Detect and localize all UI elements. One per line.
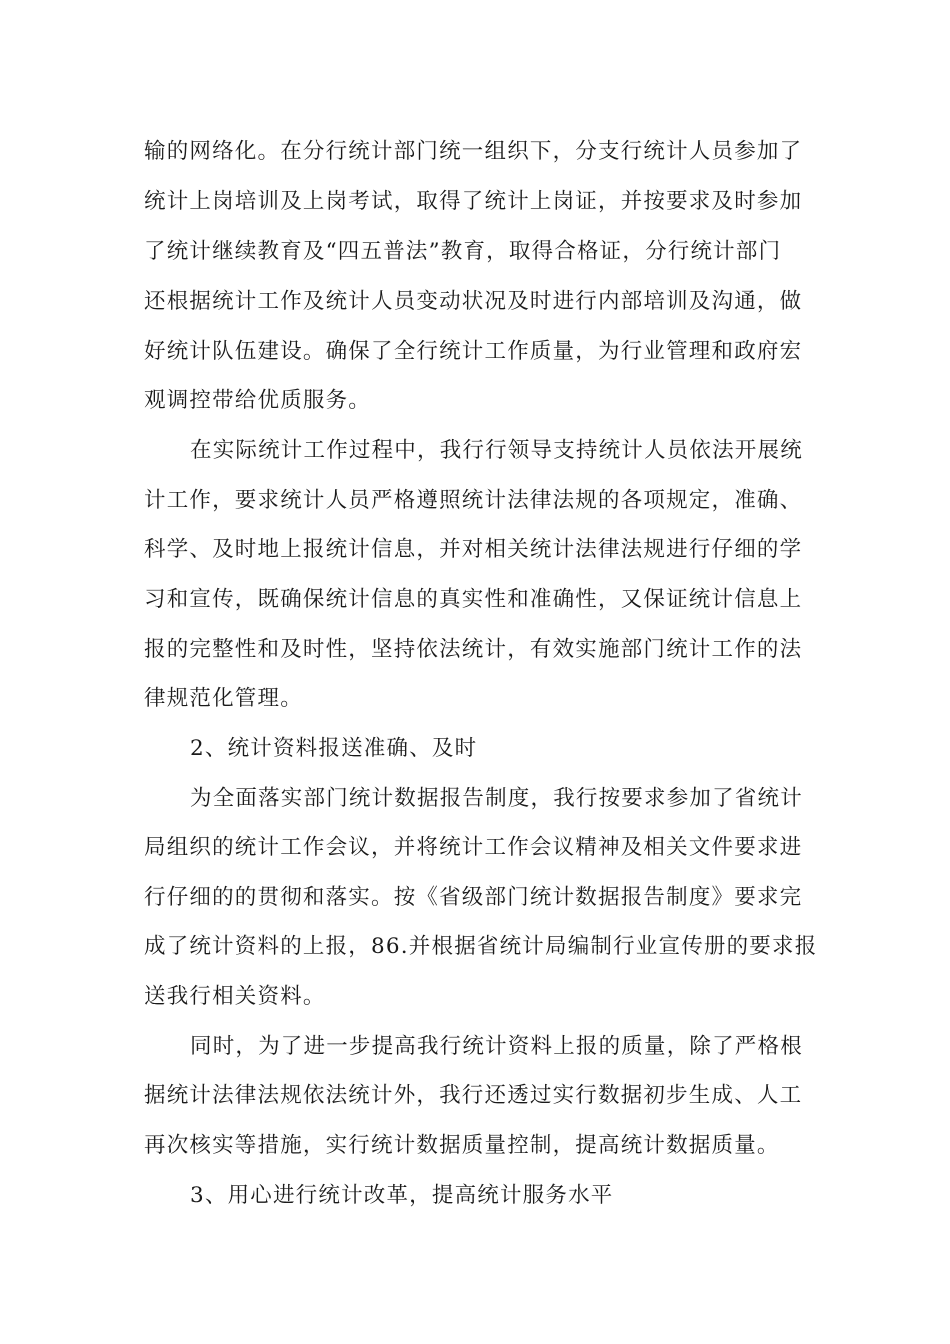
text-line: 成了统计资料的上报，86.并根据省统计局编制行业宣传册的要求报 bbox=[144, 934, 818, 959]
text-line: 习和宣传，既确保统计信息的真实性和准确性，又保证统计信息上 bbox=[144, 587, 803, 612]
text-line: 送我行相关资料。 bbox=[144, 984, 326, 1009]
section-heading: 3、用心进行统计改革，提高统计服务水平 bbox=[190, 1183, 614, 1208]
text-line: 科学、及时地上报统计信息，并对相关统计法律法规进行仔细的学 bbox=[144, 537, 803, 562]
text-line: 还根据统计工作及统计人员变动状况及时进行内部培训及沟通，做 bbox=[144, 289, 803, 314]
text-line: 观调控带给优质服务。 bbox=[144, 388, 372, 413]
text-line: 好统计队伍建设。确保了全行统计工作质量，为行业管理和政府宏 bbox=[144, 339, 803, 364]
section-heading: 2、统计资料报送准确、及时 bbox=[190, 736, 478, 761]
text-line: 了统计继续教育及“四五普法”教育，取得合格证，分行统计部门 bbox=[144, 239, 782, 264]
text-line: 据统计法律法规依法统计外，我行还透过实行数据初步生成、人工 bbox=[144, 1083, 803, 1108]
text-line: 行仔细的的贯彻和落实。按《省级部门统计数据报告制度》要求完 bbox=[144, 885, 803, 910]
paragraph-first-line: 为全面落实部门统计数据报告制度，我行按要求参加了省统计 bbox=[190, 786, 803, 811]
text-line: 报的完整性和及时性，坚持依法统计，有效实施部门统计工作的法 bbox=[144, 637, 803, 662]
paragraph-first-line: 在实际统计工作过程中，我行行领导支持统计人员依法开展统 bbox=[190, 438, 803, 463]
text-line: 计工作，要求统计人员严格遵照统计法律法规的各项规定，准确、 bbox=[144, 488, 803, 513]
text-line: 输的网络化。在分行统计部门统一组织下，分支行统计人员参加了 bbox=[144, 139, 803, 164]
text-line: 律规范化管理。 bbox=[144, 686, 303, 711]
paragraph-first-line: 同时，为了进一步提高我行统计资料上报的质量，除了严格根 bbox=[190, 1034, 803, 1059]
text-line: 再次核实等措施，实行统计数据质量控制，提高统计数据质量。 bbox=[144, 1133, 780, 1158]
text-line: 统计上岗培训及上岗考试，取得了统计上岗证，并按要求及时参加 bbox=[144, 189, 803, 214]
text-line: 局组织的统计工作会议，并将统计工作会议精神及相关文件要求进 bbox=[144, 835, 803, 860]
